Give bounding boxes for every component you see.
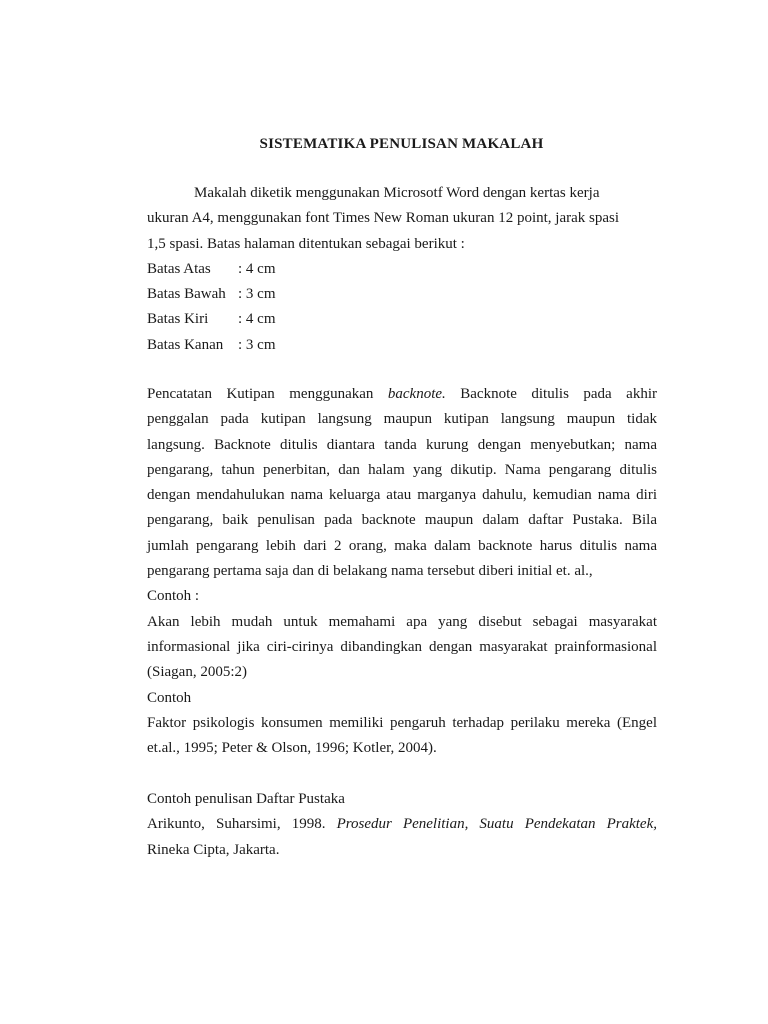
margin-row-left <box>147 307 657 332</box>
margin-label: Batas Atas <box>147 260 211 277</box>
document-title: SISTEMATIKA PENULISAN MAKALAH <box>259 136 544 152</box>
citation-line: pengarang, tahun penerbitan, dan halam yang dikutip. Nama pengarang ditulis <box>147 461 657 478</box>
bibliography-publisher: Rineka Cipta, Jakarta. <box>147 841 280 858</box>
example-heading: Contoh <box>147 689 192 706</box>
intro-section <box>147 181 657 358</box>
intro-line: ukuran A4, menggunakan font Times New Roman ukuran 12 point, jarak spasi <box>147 210 620 227</box>
citation-line: pengarang, baik penulisan pada backnote maupun dalam daftar Pustaka. Bila <box>147 512 657 529</box>
example-heading: Contoh : <box>147 588 200 605</box>
intro-line: 1,5 spasi. Batas halaman ditentukan sebagai berikut : <box>147 235 465 252</box>
margin-label: Batas Kiri <box>147 311 209 328</box>
intro-line: Makalah diketik menggunakan Microsotf Word dengan kertas kerja <box>194 185 600 201</box>
citation-line: pengarang pertama saja dan di belakang nama tersebut diberi initial et. al., <box>147 563 593 580</box>
bibliography-entry <box>147 812 657 837</box>
bibliography-book-title: Prosedur Penelitian, Suatu Pendekatan Praktek, <box>336 816 657 833</box>
citation-line: langsung. Backnote ditulis diantara tanda kurung dengan menyebutkan; nama <box>147 436 657 453</box>
margin-label: Batas Kanan <box>147 336 224 353</box>
bibliography-heading: Contoh penulisan Daftar Pustaka <box>147 791 345 807</box>
citation-line: dengan mendahulukan nama keluarga atau marganya dahulu, kemudian nama diri <box>147 487 657 504</box>
example-line: informasional jika ciri-cirinya dibandingkan dengan masyarakat prainformasional <box>147 638 657 655</box>
citation-line: penggalan pada kutipan langsung maupun kutipan langsung maupun tidak <box>147 411 657 428</box>
example-line: (Siagan, 2005:2) <box>147 664 247 681</box>
backnote-term: backnote. <box>387 386 446 402</box>
citation-line: jumlah pengarang lebih dari 2 orang, maka dalam backnote harus ditulis nama <box>147 537 657 554</box>
citation-text: Pencatatan Kutipan menggunakan <box>147 386 374 402</box>
margin-value: : 4 cm <box>238 260 276 277</box>
margin-value: : 3 cm <box>238 336 276 353</box>
citation-text: Backnote ditulis pada akhir <box>460 386 658 402</box>
margin-row-right <box>147 333 657 358</box>
margin-row-top <box>147 257 657 282</box>
bibliography-section <box>147 787 657 863</box>
margin-label: Batas Bawah <box>147 286 226 303</box>
example-line: Akan lebih mudah untuk memahami apa yang disebut sebagai masyarakat <box>147 613 657 630</box>
margin-value: : 3 cm <box>238 286 276 303</box>
margin-row-bottom <box>147 282 657 307</box>
citation-line <box>147 382 657 407</box>
margin-value: : 4 cm <box>238 311 276 328</box>
example-line: et.al., 1995; Peter & Olson, 1996; Kotler, 2004). <box>147 740 437 757</box>
bibliography-author: Arikunto, Suharsimi, 1998. <box>147 816 326 833</box>
example-line: Faktor psikologis konsumen memiliki pengaruh terhadap perilaku mereka (Engel <box>147 714 657 731</box>
citation-section <box>147 382 657 761</box>
